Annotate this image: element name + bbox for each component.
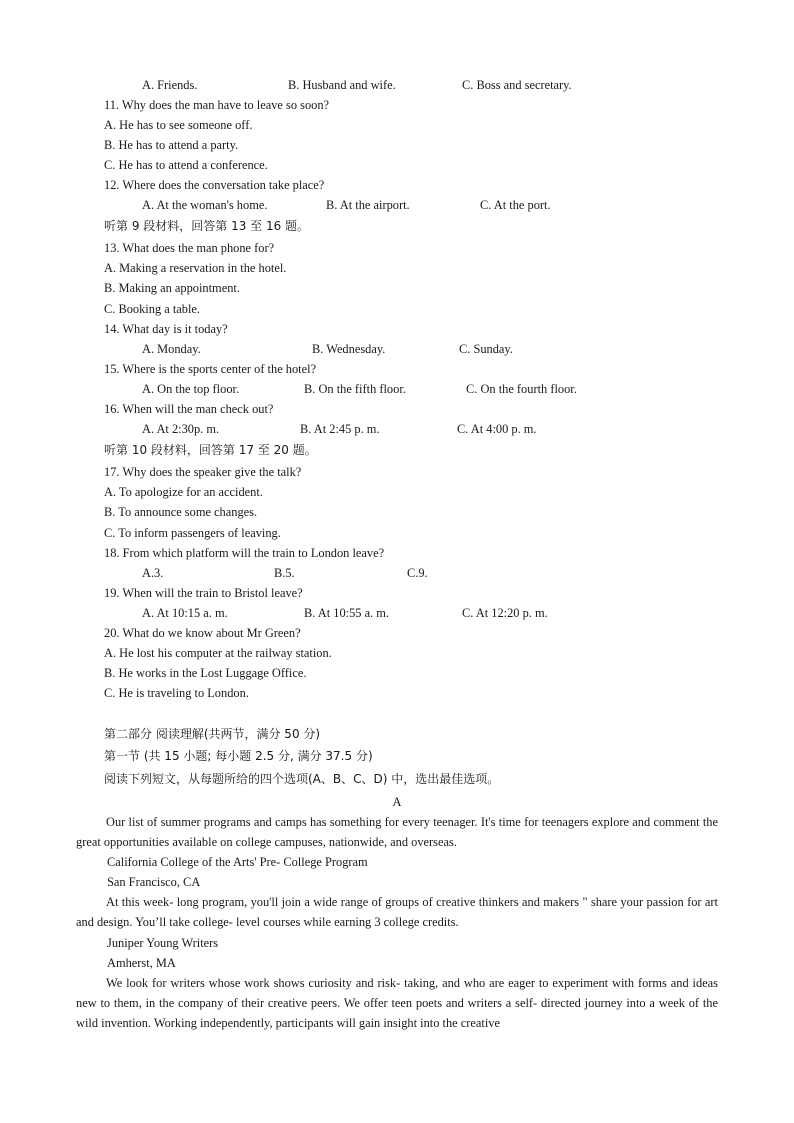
q15-option-c: C. On the fourth floor.	[466, 382, 577, 396]
program1-description: At this week- long program, you'll join a wide range of groups of creative thinkers and makers " share your passion for art and design. You’ll take college- level courses while earning 3 college credits.	[76, 895, 718, 929]
q12-option-a: A. At the woman's home.	[142, 198, 268, 212]
q11-option-b: B. He has to attend a party.	[104, 138, 239, 152]
q17-option-b: B. To announce some changes.	[104, 505, 258, 519]
passage-intro: Our list of summer programs and camps has something for every teenager. It's time for teenagers explore and comment the great opportunities available on college campuses, nationwide, and overseas.	[76, 815, 718, 849]
q20-option-a: A. He lost his computer at the railway station.	[104, 646, 332, 660]
q18-option-a: A.3.	[142, 566, 164, 580]
q15-option-b: B. On the fifth floor.	[304, 382, 406, 396]
part-two-title: 第二部分 阅读理解(共两节，满分 50 分)	[104, 727, 321, 741]
q11-question: 11. Why does the man have to leave so soon?	[104, 98, 330, 112]
section-one-title: 第一节 (共 15 小题; 每小题 2.5 分, 满分 37.5 分)	[104, 749, 373, 763]
q14-option-c: C. Sunday.	[459, 342, 513, 356]
program1-location: San Francisco, CA	[107, 875, 201, 889]
q12-option-b: B. At the airport.	[326, 198, 410, 212]
q12-option-c: C. At the port.	[480, 198, 551, 212]
q20-option-c: C. He is traveling to London.	[104, 686, 249, 700]
q10-option-a: A. Friends.	[142, 78, 198, 92]
q18-option-b: B.5.	[274, 566, 295, 580]
program2-description: We look for writers whose work shows curiosity and risk- taking, and who are eager to experiment with forms and ideas new to them, in the company of their creative peers. We offer teen poets and writers a self- directed journey into a week of the wild invention. Working independently, participants will gain insight into the creative	[76, 976, 718, 1030]
q12-question: 12. Where does the conversation take place?	[104, 178, 325, 192]
q19-option-a: A. At 10:15 a. m.	[142, 606, 228, 620]
q10-option-b: B. Husband and wife.	[288, 78, 396, 92]
q19-option-b: B. At 10:55 a. m.	[304, 606, 390, 620]
q19-question: 19. When will the train to Bristol leave?	[104, 586, 303, 600]
reading-instruction: 阅读下列短文，从每题所给的四个选项(A、B、C、D) 中，选出最佳选项。	[104, 772, 500, 786]
q13-option-c: C. Booking a table.	[104, 302, 201, 316]
q18-option-c: C.9.	[407, 566, 428, 580]
q11-option-c: C. He has to attend a conference.	[104, 158, 268, 172]
q16-option-b: B. At 2:45 p. m.	[300, 422, 380, 436]
q14-question: 14. What day is it today?	[104, 322, 228, 336]
q16-question: 16. When will the man check out?	[104, 402, 274, 416]
q17-option-c: C. To inform passengers of leaving.	[104, 526, 281, 540]
q13-option-b: B. Making an appointment.	[104, 281, 240, 295]
q15-question: 15. Where is the sports center of the hotel?	[104, 362, 317, 376]
program2-name: Juniper Young Writers	[107, 936, 219, 950]
q20-question: 20. What do we know about Mr Green?	[104, 626, 301, 640]
q20-option-b: B. He works in the Lost Luggage Office.	[104, 666, 307, 680]
q14-option-b: B. Wednesday.	[312, 342, 386, 356]
passage-letter: A	[392, 795, 402, 809]
q16-option-a: A. At 2:30p. m.	[142, 422, 220, 436]
passage10-instruction: 听第 10 段材料，回答第 17 至 20 题。	[104, 443, 317, 457]
q13-question: 13. What does the man phone for?	[104, 241, 275, 255]
q17-question: 17. Why does the speaker give the talk?	[104, 465, 302, 479]
q10-option-c: C. Boss and secretary.	[462, 78, 572, 92]
q18-question: 18. From which platform will the train to London leave?	[104, 546, 385, 560]
program1-name: California College of the Arts' Pre- College Program	[107, 855, 368, 869]
q17-option-a: A. To apologize for an accident.	[104, 485, 263, 499]
passage9-instruction: 听第 9 段材料，回答第 13 至 16 题。	[104, 219, 310, 233]
q19-option-c: C. At 12:20 p. m.	[462, 606, 548, 620]
program2-location: Amherst, MA	[107, 956, 176, 970]
q14-option-a: A. Monday.	[142, 342, 201, 356]
q13-option-a: A. Making a reservation in the hotel.	[104, 261, 287, 275]
q16-option-c: C. At 4:00 p. m.	[457, 422, 537, 436]
q15-option-a: A. On the top floor.	[142, 382, 240, 396]
q11-option-a: A. He has to see someone off.	[104, 118, 253, 132]
